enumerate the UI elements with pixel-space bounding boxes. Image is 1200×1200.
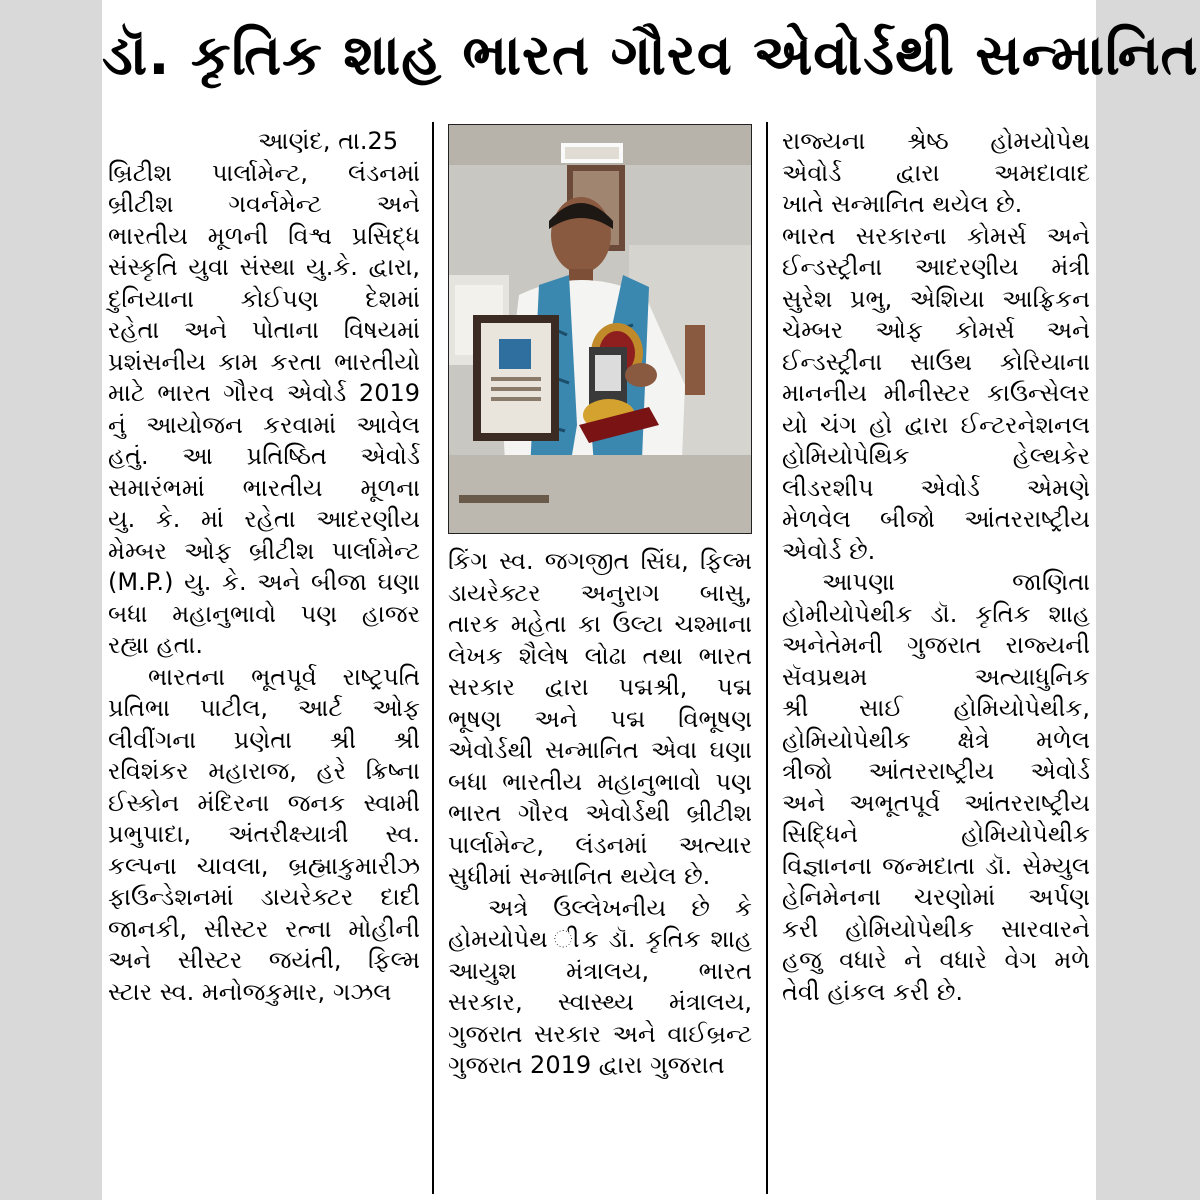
text-line: અત્રે ઉલ્લેખનીય છે કે [488, 893, 752, 922]
newspaper-clipping [102, 0, 1199, 1200]
column-rule-left [432, 122, 434, 1194]
text-line: જાનકી, સીસ્ટર રત્ના મોહીની [108, 914, 420, 943]
text-line: તેવી હાંકલ કરી છે. [782, 977, 964, 1006]
text-line: (M.P.) યુ. કે. અને બીજા ઘણા [108, 568, 420, 596]
text-line: ઈસ્કોન મંદિરના જનક સ્વામી [108, 788, 420, 817]
text-line: સરકાર દ્વારા પદ્મશ્રી, પદ્મ [448, 673, 752, 701]
text-line: પ્રશંસનીય કામ કરતા ભારતીયો [108, 347, 420, 376]
text-line: બ્રીટીશ ગવર્નમેન્ટ અને [108, 190, 420, 218]
text-line: હોમિયોપેથિક હેલ્થકેર [782, 442, 1090, 470]
text-line: બધા મહાનુભાવો પણ હાજર [108, 599, 420, 628]
text-line: અને સીસ્ટર જયંતી, ફિલ્મ [108, 946, 420, 974]
text-line: સુધીમાં સન્માનિત થયેલ છે. [448, 862, 711, 890]
text-line: ફાઉન્ડેશનમાં ડાયરેક્ટર દાદી [108, 883, 420, 911]
text-line: વિજ્ઞાનના જન્મદાતા ડૉ. સેમ્યુલ [782, 851, 1090, 880]
text-line: માટે ભારત ગૌરવ એવોર્ડ 2019 [108, 379, 420, 407]
text-line: કિંગ સ્વ. જગજીત સિંઘ, ફિલ્મ [448, 547, 752, 575]
text-line: અને અભૂતપૂર્વ આંતરરાષ્ટ્રીય [782, 788, 1090, 817]
text-line: લીવીંગના પ્રણેતા શ્રી શ્રી [108, 725, 420, 754]
text-line: હોમીયોપેથીક ડૉ. કૃતિક શાહ [782, 599, 1090, 628]
text-line: ભારતીય મૂળની વિશ્વ પ્રસિદ્ધ [108, 221, 420, 250]
text-line: મેમ્બર ઓફ બ્રીટીશ પાર્લામેન્ટ [108, 536, 420, 565]
text-line: એવોર્ડ છે. [782, 536, 876, 565]
text-line: ડાયરેક્ટર અનુરાગ બાસુ, [448, 578, 752, 607]
text-line: બધા ભારતીય મહાનુભાવો પણ [448, 767, 752, 796]
text-line: યુ. કે. માં રહેતા આદરણીય [108, 505, 420, 533]
text-line: ત્રીજો આંતરરાષ્ટ્રીય એવોર્ડ [782, 757, 1090, 785]
text-line: શ્રી સાઈ હોમિયોપેથીક, [782, 694, 1090, 722]
text-line: ભારત સરકારના કોમર્સ અને [782, 221, 1090, 250]
text-line: હજુ વધારે ને વધારે વેગ મળે [782, 946, 1090, 974]
text-line: યો ચંગ હો દ્વારા ઈન્ટરનેશનલ [782, 410, 1090, 439]
text-line: મેળવેલ બીજો આંતરરાષ્ટ્રીય [782, 505, 1090, 533]
text-line: નું આયોજન કરવામાં આવેલ [108, 410, 420, 439]
text-line: ગુજરાત 2019 દ્વારા ગુજરાત [448, 1051, 725, 1079]
text-line: સ્ટાર સ્વ. મનોજકુમાર, ગઝલ [108, 977, 392, 1006]
text-line: ઈન્ડસ્ટ્રીના આદરણીય મંત્રી [782, 253, 1090, 281]
text-line: ઈન્ડસ્ટ્રીના સાઉથ કોરિયાના [782, 347, 1090, 376]
text-line: ખાતે સન્માનિત થયેલ છે. [782, 190, 1023, 218]
dateline: આણંદ, તા.25 [258, 127, 399, 155]
text-line: આપણા જાણિતા [822, 568, 1090, 596]
award-photo [448, 124, 752, 534]
text-line: તારક મહેતા કા ઉલ્ટા ચશ્માના [448, 610, 752, 638]
text-line: સરકાર, સ્વાસ્થ્ય મંત્રાલય, [448, 988, 752, 1016]
award-photo-image [449, 125, 751, 533]
text-line: સમારંભમાં ભારતીય મૂળના [108, 473, 420, 502]
text-line: પાર્લામેન્ટ, લંડનમાં અત્યાર [448, 830, 752, 859]
text-line: સૅવપ્રથમ અત્યાધુનિક [782, 662, 1090, 691]
text-line: એવોર્ડથી સન્માનિત એવા ઘણા [448, 736, 752, 764]
text-line: સુરેશ પ્રભુ, એશિયા આફ્રિકન [782, 284, 1090, 313]
text-line: હોમયોપેથ ીક ડૉ. કૃતિક શાહ [448, 925, 752, 953]
text-line: કલ્પના ચાવલા, બ્રહ્માકુમારીઝ [108, 851, 420, 880]
text-line: હેનિમેનના ચરણોમાં અર્પણ [782, 883, 1090, 911]
text-line: રહેતા અને પોતાના વિષયમાં [108, 316, 420, 344]
text-line: રાજ્યના શ્રેષ્ઠ હોમયોપેથ [782, 127, 1090, 155]
text-line: લીડરશીપ એવોર્ડ એમણે [782, 473, 1090, 502]
article-column-3 [782, 126, 1090, 1008]
text-line: સિદ્ધિને હોમિયોપેથીક [782, 820, 1090, 848]
text-line: દુનિયાના કોઈપણ દેશમાં [108, 284, 420, 313]
text-line: હોમિયોપેથીક ક્ષેત્રે મળેલ [782, 725, 1090, 754]
article-column-1 [108, 126, 420, 1008]
text-line: ચેમ્બર ઓફ કોમર્સ અને [782, 316, 1090, 344]
text-line: ભૂષણ અને પદ્મ વિભૂષણ [448, 704, 752, 733]
column-rule-right [766, 122, 768, 1194]
text-line: બ્રિટીશ પાર્લામેન્ટ, લંડનમાં [108, 158, 420, 187]
headline: ડૉ. કૃતિક શાહ ભારત ગૌરવ એવોર્ડથી સન્માનિત [102, 23, 1199, 88]
text-line: એવોર્ડ દ્વારા અમદાવાદ [782, 158, 1090, 187]
text-line: ગુજરાત સરકાર અને વાઈબ્રન્ટ [448, 1019, 752, 1048]
text-line: પ્રતિભા પાટીલ, આર્ટ ઓફ [108, 694, 420, 722]
text-line: ભારતના ભૂતપૂર્વ રાષ્ટ્રપતિ [148, 662, 420, 691]
text-line: રહ્યા હતા. [108, 631, 203, 659]
text-line: માનનીય મીનીસ્ટર કાઉન્સેલર [782, 379, 1090, 407]
text-line: કરી હોમિયોપેથીક સારવારને [782, 914, 1090, 943]
article-column-2 [448, 546, 752, 1082]
text-line: પ્રભુપાદા, અંતરીક્ષ્યાત્રી સ્વ. [108, 820, 420, 848]
text-line: સંસ્કૃતિ યુવા સંસ્થા યુ.કે. દ્વારા, [108, 253, 420, 281]
text-line: ભારત ગૌરવ એવોર્ડથી બ્રીટીશ [448, 799, 752, 827]
text-line: રવિશંકર મહારાજ, હરે ક્રિષ્ના [108, 757, 420, 785]
text-line: આયુશ મંત્રાલય, ભારત [448, 956, 752, 985]
text-line: લેખક શૈલેષ લોઢા તથા ભારત [448, 641, 752, 670]
text-line: હતું. આ પ્રતિષ્ઠિત એવોર્ડ [108, 442, 420, 470]
text-line: અનેતેમની ગુજરાત રાજ્યની [782, 631, 1090, 659]
